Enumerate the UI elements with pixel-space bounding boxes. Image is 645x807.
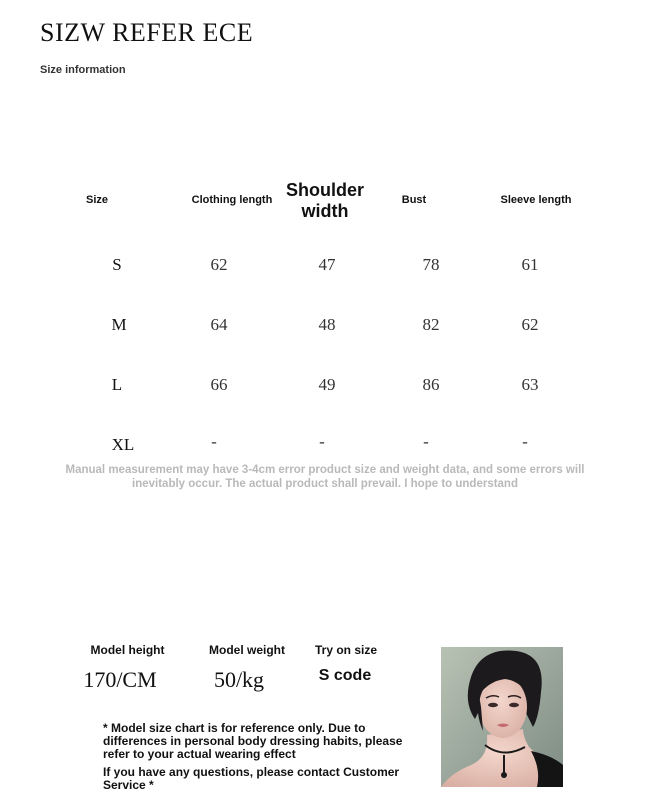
table-cell-clothing-length: 64	[210, 315, 228, 334]
table-cell-bust: 86	[422, 375, 440, 394]
header-clothing-length: Clothing length	[191, 194, 273, 206]
header-bust: Bust	[401, 194, 427, 206]
model-height-value: 170/CM	[83, 667, 157, 692]
table-cell-shoulder-width: 47	[318, 255, 336, 274]
table-cell-clothing-length: -	[211, 432, 217, 451]
model-photo	[441, 647, 563, 787]
table-cell-sleeve-length: -	[522, 432, 528, 451]
model-weight-label: Model weight	[209, 643, 285, 657]
header-sleeve-length: Sleeve length	[500, 194, 572, 206]
table-cell-shoulder-width: 49	[318, 375, 336, 394]
disclaimer-contact: If you have any questions, please contact Customer Service *	[103, 765, 400, 792]
try-on-size-value: S code	[318, 667, 372, 684]
measurement-note: Manual measurement may have 3-4cm error product size and weight data, and some errors will inevitably occur. The actual product shall prevail. I hope to understand	[65, 464, 585, 490]
table-cell-size: M	[111, 315, 127, 334]
model-weight-value: 50/kg	[213, 667, 265, 692]
table-cell-size: XL	[111, 435, 135, 454]
try-on-size-label: Try on size	[314, 643, 378, 657]
table-cell-bust: 78	[422, 255, 440, 274]
table-cell-clothing-length: 62	[210, 255, 228, 274]
table-cell-size: L	[111, 375, 123, 394]
table-cell-bust: -	[423, 432, 429, 451]
disclaimer-reference: * Model size chart is for reference only. Due to differences in personal body dressing habits, please refer to your actual wearing effect	[103, 721, 403, 761]
page-subtitle: Size information	[40, 64, 126, 76]
model-height-label: Model height	[90, 643, 165, 657]
table-cell-size: S	[112, 255, 122, 274]
table-cell-shoulder-width: -	[319, 432, 325, 451]
table-cell-sleeve-length: 63	[521, 375, 539, 394]
disclaimer	[103, 722, 403, 792]
page-title: SIZW REFER ECE	[40, 18, 254, 47]
header-shoulder-width: Shoulder width	[285, 180, 364, 221]
table-cell-sleeve-length: 62	[521, 315, 539, 334]
table-cell-bust: 82	[422, 315, 440, 334]
table-cell-shoulder-width: 48	[318, 315, 336, 334]
header-size: Size	[85, 194, 108, 206]
table-cell-sleeve-length: 61	[521, 255, 539, 274]
table-cell-clothing-length: 66	[210, 375, 228, 394]
